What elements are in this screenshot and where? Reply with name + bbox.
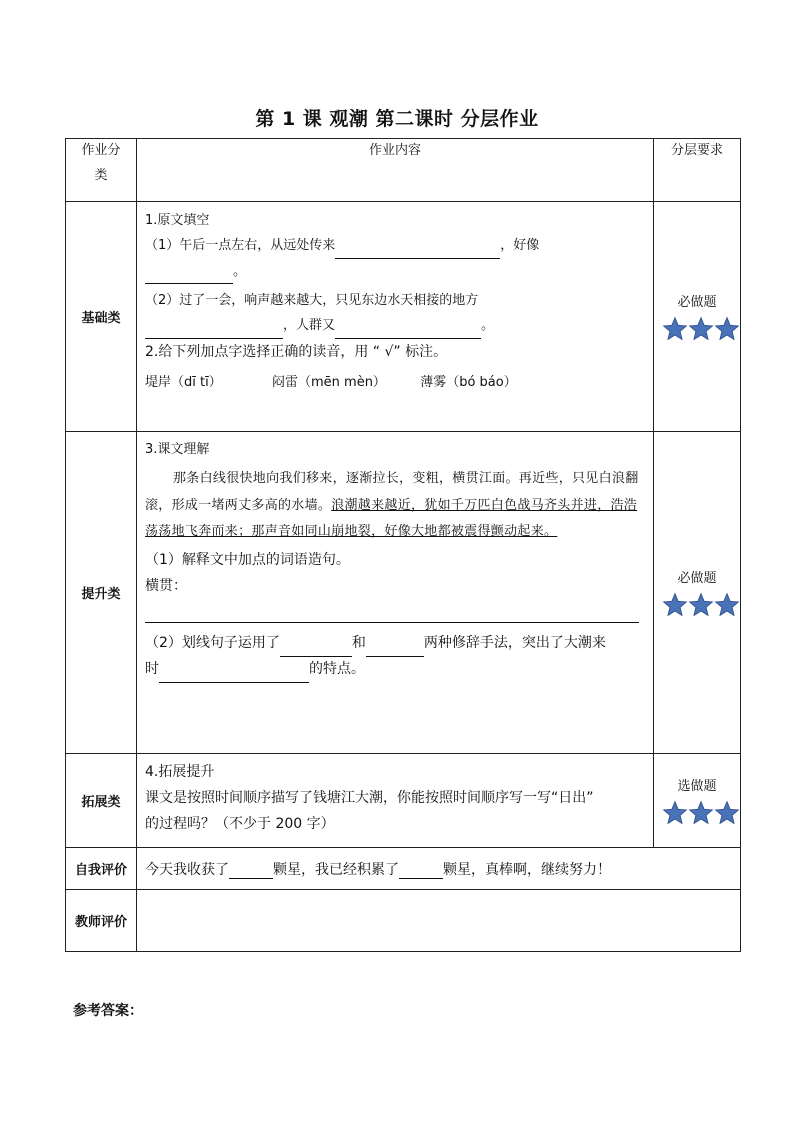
answer-blank[interactable] (229, 864, 273, 879)
answer-blank[interactable] (366, 642, 424, 657)
q4-text1: 课文是按照时间顺序描写了钱塘江大潮，你能按照时间顺序写一写“日出” (145, 789, 594, 806)
star-icon (662, 800, 688, 826)
requirement-advance: 必做题 (654, 432, 741, 754)
q2-title: 2.给下列加点字选择正确的读音，用 “ √” 标注。 (145, 343, 448, 360)
star-rating (662, 592, 740, 618)
star-icon (714, 800, 740, 826)
answer-blank[interactable] (399, 864, 443, 879)
header-content: 作业内容 (137, 139, 654, 202)
q3-2-line2: 时 的特点。 (145, 657, 645, 683)
q2-items (145, 370, 645, 395)
content-advance (137, 432, 654, 754)
q3-title: 3.课文理解 (145, 442, 210, 457)
q1-title: 1.原文填空 (145, 213, 210, 228)
category-extend: 拓展类 (66, 754, 137, 848)
table-header-row (66, 139, 741, 202)
answer-blank[interactable] (280, 642, 352, 657)
q1-1-line2: 。 (145, 259, 645, 284)
q2-item: 堤岸（dī tī） (145, 375, 222, 391)
answer-blank[interactable] (335, 324, 481, 339)
row-extend (66, 754, 741, 848)
answer-label: 参考答案： (73, 1003, 143, 1019)
category-teacher-eval: 教师评价 (66, 890, 137, 952)
page-title: 第 1 课 观潮 第二课时 分层作业 (255, 108, 539, 130)
content-teacher-eval[interactable] (137, 890, 741, 952)
content-basic (137, 202, 654, 432)
q3-1-word: 横贯： (145, 577, 187, 594)
star-icon (714, 316, 740, 342)
row-self-eval (66, 848, 741, 890)
underlined-sentence: 浪潮越来越近，犹如千万匹白色战马齐头并进，浩浩荡荡地飞奔而来；那声音如同山崩地裂，好像大地都被震得颤动起来。 (145, 497, 638, 540)
category-self-eval: 自我评价 (66, 848, 137, 890)
q3-1: （1）解释文中加点的词语造句。 (145, 551, 350, 568)
star-icon (662, 316, 688, 342)
answer-blank[interactable] (159, 668, 309, 683)
row-teacher-eval (66, 890, 741, 952)
q2-item: 闷雷（mēn mèn） (272, 375, 386, 391)
answer-blank[interactable] (335, 244, 500, 259)
row-basic (66, 202, 741, 432)
answer-blank[interactable] (145, 324, 283, 339)
answer-blank[interactable] (145, 269, 233, 284)
q1-2-line: （2）过了一会，响声越来越大，只见东边水天相接的地方 (145, 293, 479, 309)
star-icon (688, 800, 714, 826)
requirement-extend: 选做题 (654, 754, 741, 848)
star-rating (662, 316, 740, 342)
star-icon (688, 592, 714, 618)
requirement-basic: 必做题 (654, 202, 741, 432)
star-icon (714, 592, 740, 618)
star-icon (662, 592, 688, 618)
q4-title: 4.拓展提升 (145, 764, 215, 780)
content-extend (137, 754, 654, 848)
header-requirement: 分层要求 (654, 139, 741, 202)
homework-table (65, 138, 741, 952)
category-basic: 基础类 (66, 202, 137, 432)
q1-2-line2: ，人群又 。 (145, 313, 645, 338)
star-rating (662, 800, 740, 826)
q3-2-line1: （2）划线句子运用了 和 两种修辞手法，突出了大潮来 (145, 631, 645, 657)
q2-item: 薄雾（bó báo） (420, 375, 517, 391)
star-icon (688, 316, 714, 342)
answer-line[interactable] (145, 600, 639, 623)
header-category: 作业分类 (66, 139, 137, 202)
q3-passage: 那条白线很快地向我们移来，逐渐拉长，变粗，横贯江面。再近些，只见白浪翻滚，形成一堵两丈多高的水墙。浪潮越来越近，犹如千万匹白色战马齐头并进，浩浩荡荡地飞奔而来；那声音如同山崩地裂，好像大地都被震得颤动起来。 (145, 471, 639, 540)
row-advance (66, 432, 741, 754)
category-advance: 提升类 (66, 432, 137, 754)
content-self-eval: 今天我收获了 颗星，我已经积累了 颗星，真棒啊，继续努力！ (137, 848, 741, 890)
q4-text2: 的过程吗？（不少于 200 字） (145, 815, 335, 832)
q1-1-line: （1）午后一点左右，从远处传来 ，好像 (145, 233, 645, 258)
